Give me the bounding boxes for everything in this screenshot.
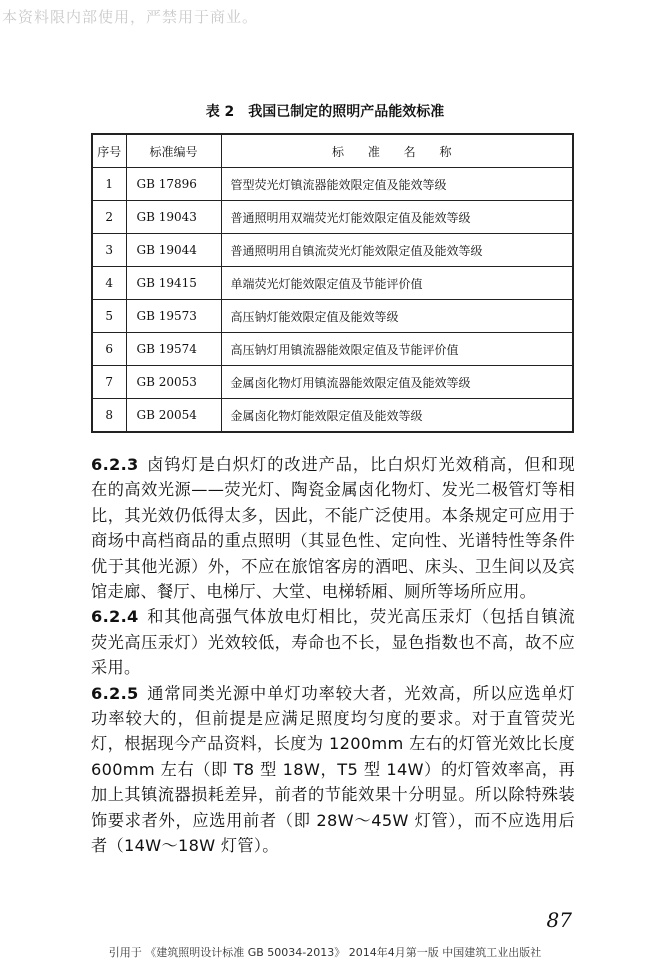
table-row <box>92 201 573 234</box>
row-name: 单端荧光灯能效限定值及节能评价值 <box>221 267 573 300</box>
row-code: GB 19044 <box>126 234 221 267</box>
row-code: GB 20053 <box>126 366 221 399</box>
section-text: 和其他高强气体放电灯相比，荧光高压汞灯（包括自镇流荧光高压汞灯）光效较低，寿命也不长，显色指数也不高，故不应采用。 <box>91 607 575 678</box>
row-no: 3 <box>92 234 126 267</box>
page-number: 87 <box>546 908 572 932</box>
row-name: 金属卤化物灯用镇流器能效限定值及能效等级 <box>221 366 573 399</box>
table-title: 表 2 我国已制定的照明产品能效标准 <box>205 104 445 120</box>
section-6-2-3 <box>91 452 575 604</box>
row-name: 普通照明用双端荧光灯能效限定值及能效等级 <box>221 201 573 234</box>
section-text: 通常同类光源中单灯功率较大者，光效高，所以应选单灯功率较大的，但前提是应满足照度均匀度的要求。对于直管荧光灯，根据现今产品资料，长度为 1200mm 左右的灯管光效比长度 600mm 左右（即 T8 型 18W，T5 型 14W）的灯管效率高，再加上其镇流器损耗差异，前者的节能效果十分明显。所以除特殊装饰要求者外，应选用前者（即 28W～45W 灯管），而不应选用后者（14W～18W 灯管）。 <box>91 683 575 856</box>
header-code: 标准编号 <box>126 134 221 168</box>
watermark: 本资料限内部使用，严禁用于商业。 <box>2 8 259 26</box>
row-code: GB 19043 <box>126 201 221 234</box>
row-name: 高压钠灯用镇流器能效限定值及节能评价值 <box>221 333 573 366</box>
row-code: GB 19573 <box>126 300 221 333</box>
row-no: 4 <box>92 267 126 300</box>
table-row <box>92 366 573 399</box>
section-6-2-4 <box>91 604 575 680</box>
row-name: 管型荧光灯镇流器能效限定值及能效等级 <box>221 168 573 201</box>
section-number: 6.2.4 <box>91 607 139 627</box>
table-row <box>92 267 573 300</box>
row-name: 普通照明用自镇流荧光灯能效限定值及能效等级 <box>221 234 573 267</box>
table-row <box>92 234 573 267</box>
section-6-2-5 <box>91 681 575 859</box>
row-no: 1 <box>92 168 126 201</box>
table-row <box>92 333 573 366</box>
row-no: 7 <box>92 366 126 399</box>
section-number: 6.2.5 <box>91 683 139 703</box>
row-code: GB 20054 <box>126 399 221 433</box>
header-no: 序号 <box>92 134 126 168</box>
table-header-row <box>92 134 573 168</box>
row-name: 金属卤化物灯能效限定值及能效等级 <box>221 399 573 433</box>
table-row <box>92 300 573 333</box>
footer-citation: 引用于 《建筑照明设计标准 GB 50034-2013》 2014年4月第一版 中国建筑工业出版社 <box>108 946 542 959</box>
row-no: 8 <box>92 399 126 433</box>
table-row <box>92 168 573 201</box>
row-no: 6 <box>92 333 126 366</box>
standards-table <box>91 133 574 433</box>
row-no: 2 <box>92 201 126 234</box>
body-text <box>91 452 575 859</box>
row-name: 高压钠灯能效限定值及能效等级 <box>221 300 573 333</box>
section-number: 6.2.3 <box>91 455 139 474</box>
row-code: GB 19415 <box>126 267 221 300</box>
header-name: 标 准 名 称 <box>221 134 573 168</box>
row-no: 5 <box>92 300 126 333</box>
row-code: GB 19574 <box>126 333 221 366</box>
table-row <box>92 399 573 433</box>
row-code: GB 17896 <box>126 168 221 201</box>
section-text: 卤钨灯是白炽灯的改进产品，比白炽灯光效稍高，但和现在的高效光源——荧光灯、陶瓷金属卤化物灯、发光二极管灯等相比，其光效仍低得太多，因此，不能广泛使用。本条规定可应用于商场中高档商品的重点照明（其显色性、定向性、光谱特性等条件优于其他光源）外，不应在旅馆客房的酒吧、床头、卫生间以及宾馆走廊、餐厅、电梯厅、大堂、电梯轿厢、厕所等场所应用。 <box>91 455 575 602</box>
